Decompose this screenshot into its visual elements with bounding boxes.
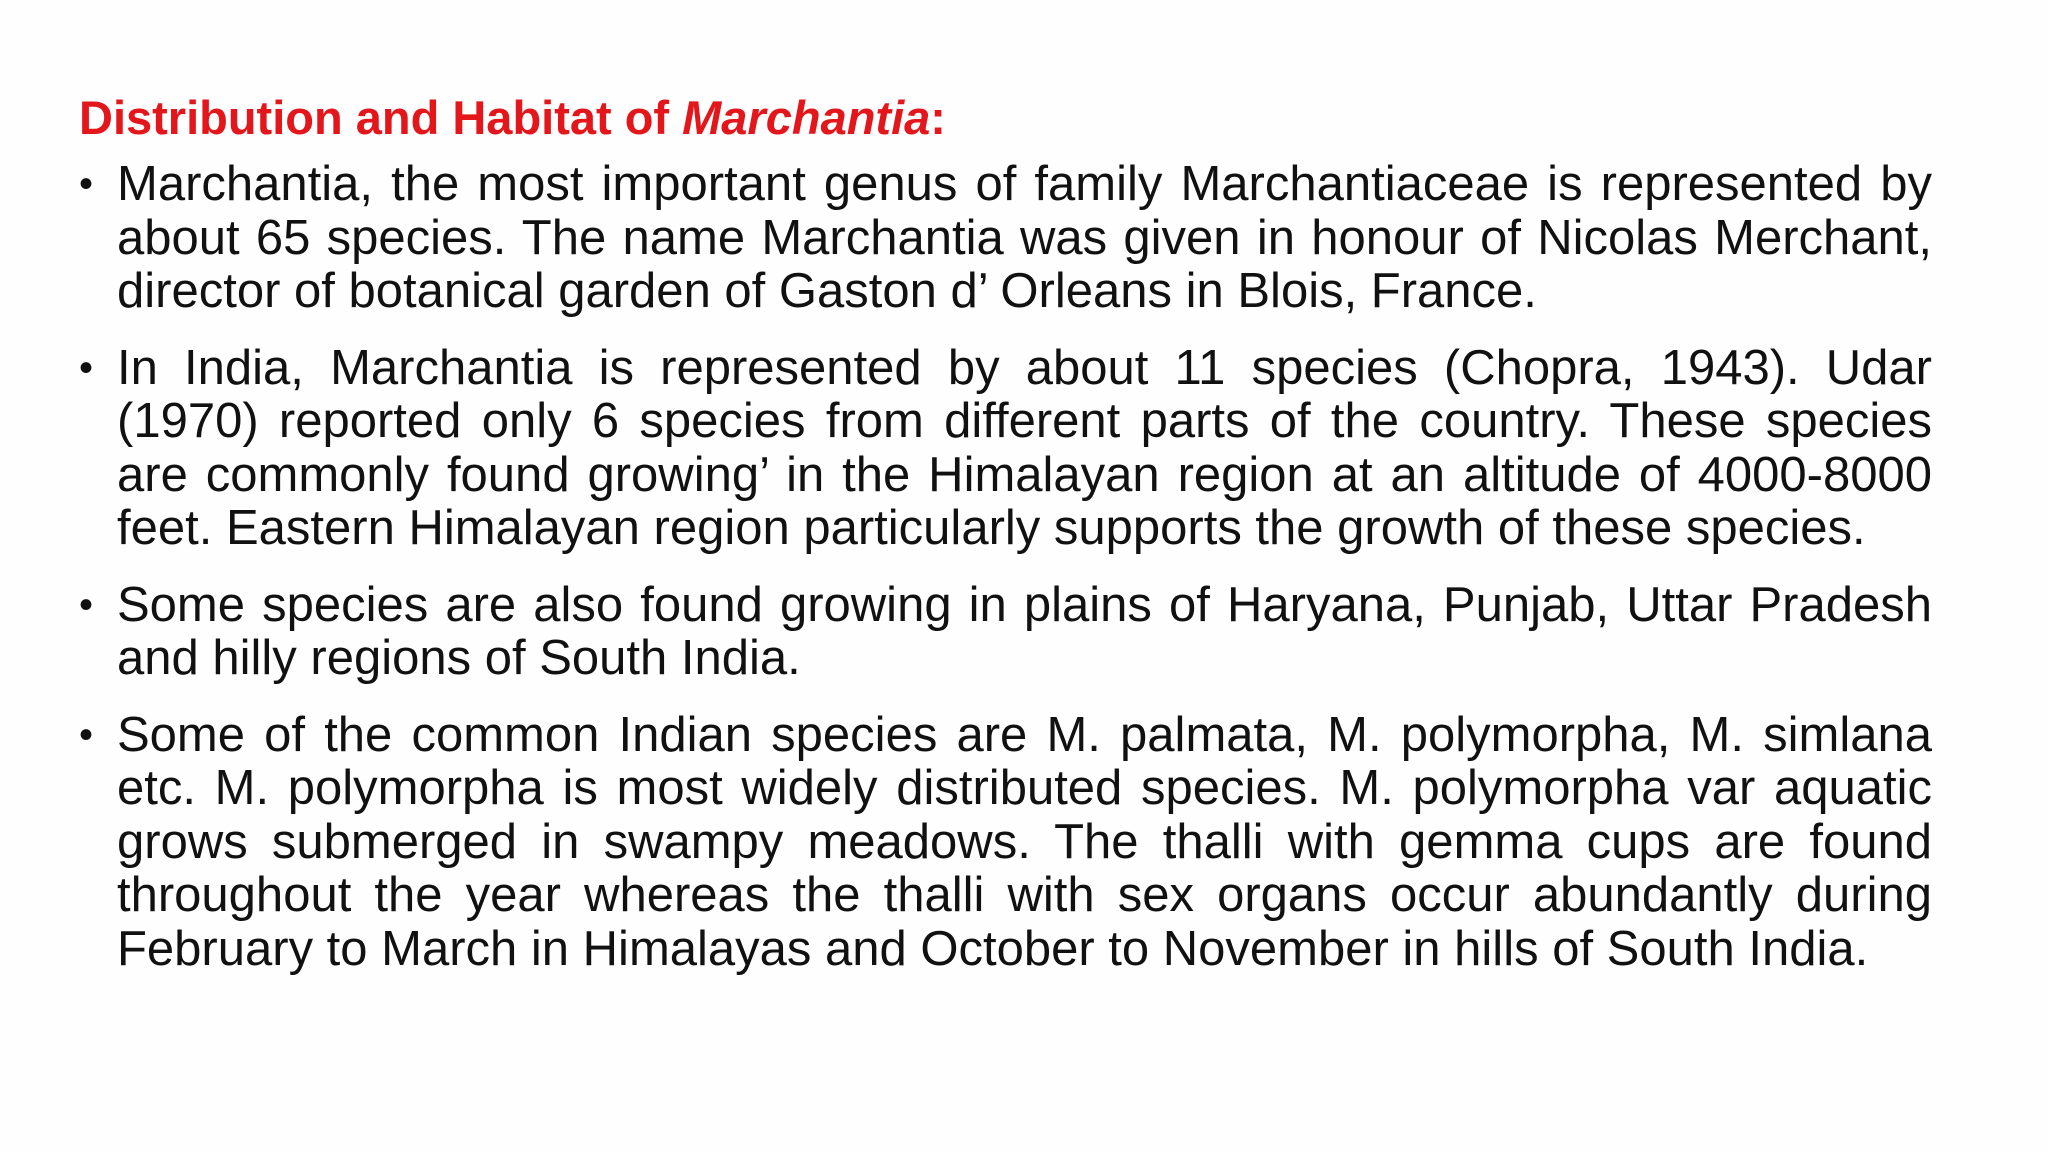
bullet-list <box>79 158 1932 976</box>
bullet-item <box>79 342 1932 556</box>
bullet-text: Some species are also found growing in plains of Haryana, Punjab, Uttar Pradesh and hilly regions of South India. <box>117 577 1932 686</box>
slide-title <box>79 90 1932 146</box>
bullet-item <box>79 158 1932 319</box>
title-colon: : <box>930 91 946 144</box>
bullet-item <box>79 709 1932 977</box>
bullet-icon: • <box>79 345 94 390</box>
bullet-icon: • <box>79 162 94 207</box>
bullet-text: Marchantia, the most important genus of family Marchantiaceae is represented by about 65 species. The name Marchantia was given in honour of Nicolas Merchant, director of botanical garden of Gaston d’ Orleans in Blois, France. <box>117 157 1932 319</box>
bullet-icon: • <box>79 712 94 757</box>
bullet-icon: • <box>79 582 94 627</box>
bullet-text: Some of the common Indian species are M. palmata, M. polymorpha, M. simlana etc. M. polymorpha is most widely distributed species. M. polymorpha var aquatic grows submerged in swampy meadows. The thalli with gemma cups are found throughout the year whereas the thalli with sex organs occur abundantly during February to March in Himalayas and October to November in hills of South India. <box>117 707 1932 976</box>
bullet-text: In India, Marchantia is represented by about 11 species (Chopra, 1943). Udar (1970) reported only 6 species from different parts of the country. These species are commonly found growing’ in the Himalayan region at an altitude of 4000-8000 feet. Eastern Himalayan region particularly supports the growth of these species. <box>117 340 1932 556</box>
title-text: Distribution and Habitat of <box>79 91 683 144</box>
title-genus: Marchantia <box>682 91 931 144</box>
bullet-item <box>79 579 1932 686</box>
